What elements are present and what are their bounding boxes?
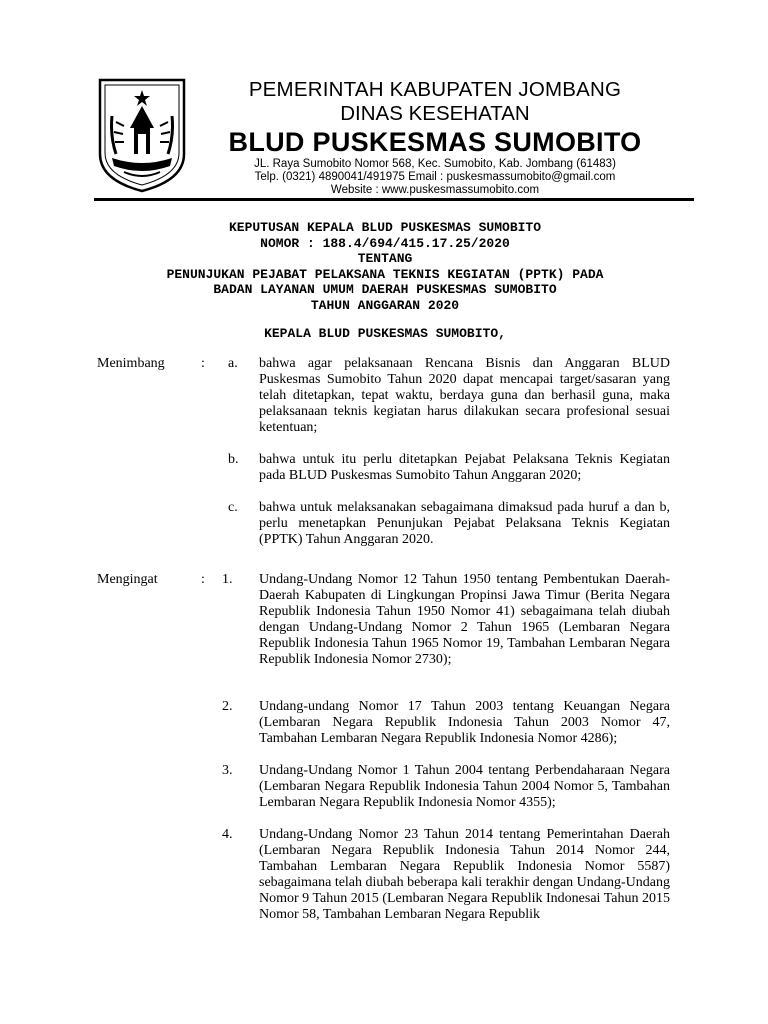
title-line-6: TAHUN ANGGARAN 2020 — [310, 297, 460, 313]
title-line-4: PENUNJUKAN PEJABAT PELAKSANA TEKNIS KEGIATAN (PPTK) PADA — [166, 266, 604, 282]
list-marker: c. — [228, 500, 238, 515]
letterhead — [200, 78, 670, 197]
section-colon: : — [201, 356, 205, 371]
list-marker: 1. — [222, 572, 233, 587]
issuer-heading: KEPALA BLUD PUSKESMAS SUMOBITO, — [264, 326, 506, 341]
section-colon: : — [201, 572, 205, 587]
jombang-regency-emblem-icon — [94, 76, 190, 194]
letterhead-address: JL. Raya Sumobito Nomor 568, Kec. Sumobito, Kab. Jombang (61483) — [254, 158, 616, 170]
list-marker: a. — [228, 356, 238, 371]
letterhead-website: Website : www.puskesmassumobito.com — [330, 184, 540, 196]
title-line-3: TENTANG — [357, 251, 413, 267]
letterhead-contact: Telp. (0321) 4890041/491975 Email : puskesmassumobito@gmail.com — [254, 171, 616, 183]
list-item: bahwa untuk itu perlu ditetapkan Pejabat Pelaksana Teknis Kegiatan pada BLUD Puskesmas Sumobito Tahun Anggaran 2020; — [259, 452, 670, 483]
list-marker: 4. — [222, 827, 233, 842]
title-decree-number: NOMOR : 188.4/694/415.17.25/2020 — [260, 235, 510, 251]
list-item: bahwa agar pelaksanaan Rencana Bisnis dan Anggaran BLUD Puskesmas Sumobito Tahun 2020 dapat mencapai target/sasaran yang telah ditetapkan, tepat waktu, berdaya guna dan berhasil guna, maka pelaksanaan teknis kegiatan harus dilakukan secara profesional sesuai ketentuan; — [259, 356, 670, 435]
list-item: Undang-undang Nomor 17 Tahun 2003 tentang Keuangan Negara (Lembaran Negara Republik Indonesia Tahun 2003 Nomor 47, Tambahan Lembaran Negara Republik Indonesia Nomor 4286); — [259, 699, 670, 746]
letterhead-government: PEMERINTAH KABUPATEN JOMBANG — [248, 78, 622, 101]
decree-title — [80, 220, 690, 314]
list-item: Undang-Undang Nomor 1 Tahun 2004 tentang Perbendaharaan Negara (Lembaran Negara Republik Indonesia Tahun 2004 Nomor 5, Tambahan Lembaran Negara Republik Indonesia Nomor 4355); — [259, 763, 670, 810]
list-marker: 3. — [222, 763, 233, 778]
list-item: Undang-Undang Nomor 12 Tahun 1950 tentang Pembentukan Daerah-Daerah Kabupaten di Lingkungan Propinsi Jawa Timur (Berita Negara Republik Indonesia Tahun 1950 Nomor 41) sebagaimana telah diubah dengan Undang-Undang Nomor 2 Tahun 1965 (Lembaran Negara Republik Indonesia Tahun 1965 Nomor 19, Tambahan Lembaran Negara Republik Indonesia Nomor 2730); — [259, 572, 670, 667]
letterhead-department: DINAS KESEHATAN — [340, 102, 530, 125]
letterhead-institution: BLUD PUSKESMAS SUMOBITO — [228, 127, 642, 157]
letterhead-divider — [94, 198, 694, 201]
list-item: Undang-Undang Nomor 23 Tahun 2014 tentang Pemerintahan Daerah (Lembaran Negara Republik Indonesia Tahun 2014 Nomor 244, Tambahan Lembaran Negara Republik Indonesia Nomor 5587) sebagaimana telah diubah beberapa kali terakhir dengan Undang-Undang Nomor 9 Tahun 2015 (Lembaran Negara Republik Indonesai Tahun 2015 Nomor 58, Tambahan Lembaran Negara Republik — [259, 827, 670, 922]
title-line-5: BADAN LAYANAN UMUM DAERAH PUSKESMAS SUMOBITO — [213, 282, 557, 298]
list-item: bahwa untuk melaksanakan sebagaimana dimaksud pada huruf a dan b, perlu menetapkan Penunjukan Pejabat Pelaksana Teknis Kegiatan (PPTK) Tahun Anggaran 2020. — [259, 500, 670, 547]
title-line-1: KEPUTUSAN KEPALA BLUD PUSKESMAS SUMOBITO — [228, 220, 542, 235]
section-label-mengingat: Mengingat — [97, 572, 158, 587]
list-marker: 2. — [222, 699, 233, 714]
list-marker: b. — [228, 452, 239, 467]
section-label-menimbang: Menimbang — [97, 356, 165, 371]
